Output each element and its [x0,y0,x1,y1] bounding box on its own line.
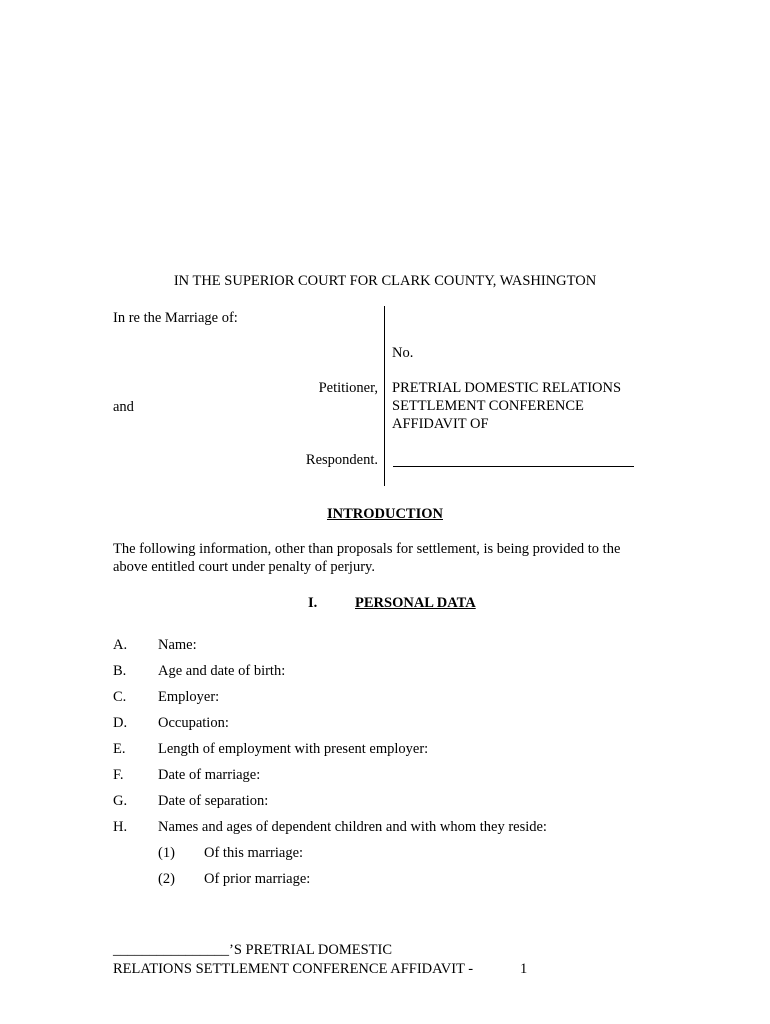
item-letter: H. [113,819,128,835]
page-number: 1 [520,961,528,977]
item-text: Name: [158,637,197,653]
item-letter: G. [113,793,128,809]
affidavit-title [392,379,621,433]
introduction-paragraph: The following information, other than proposals for settlement, is being provided to the above entitled court under penalty of perjury. [113,541,621,575]
item-text: Length of employment with present employer: [158,741,429,757]
item-letter: A. [113,637,128,653]
petitioner-label: Petitioner, [318,380,378,396]
item-text: Age and date of birth: [158,663,286,679]
item-letter: B. [113,663,127,679]
item-letter: D. [113,715,128,731]
introduction-heading: INTRODUCTION [326,506,443,522]
caption-divider [384,306,385,486]
subitem-text: Of this marriage: [204,845,304,861]
and-label: and [113,399,134,415]
respondent-label: Respondent. [305,452,378,468]
affiant-name-blank [393,466,634,467]
case-number-label: No. [392,345,414,361]
section-title: PERSONAL DATA [355,595,476,611]
item-text: Date of separation: [158,793,269,809]
subitem-number: (2) [158,871,175,887]
item-letter: E. [113,741,126,757]
affidavit-title-line: SETTLEMENT CONFERENCE [392,398,584,414]
subitem-number: (1) [158,845,175,861]
item-text: Occupation: [158,715,229,731]
item-letter: F. [113,767,124,783]
section-number: I. [308,595,318,611]
item-text: Employer: [158,689,220,705]
court-title: IN THE SUPERIOR COURT FOR CLARK COUNTY, WASHINGTON [173,273,597,289]
affidavit-title-line: AFFIDAVIT OF [392,416,489,432]
footer-line-1: ________________’S PRETRIAL DOMESTIC [113,942,392,958]
affidavit-title-line: PRETRIAL DOMESTIC RELATIONS [392,380,622,396]
subitem-text: Of prior marriage: [204,871,311,887]
footer-line-2: RELATIONS SETTLEMENT CONFERENCE AFFIDAVIT - [113,961,474,977]
item-letter: C. [113,689,127,705]
marriage-of-label: In re the Marriage of: [113,310,238,326]
item-text: Date of marriage: [158,767,261,783]
item-text: Names and ages of dependent children and with whom they reside: [158,819,547,835]
